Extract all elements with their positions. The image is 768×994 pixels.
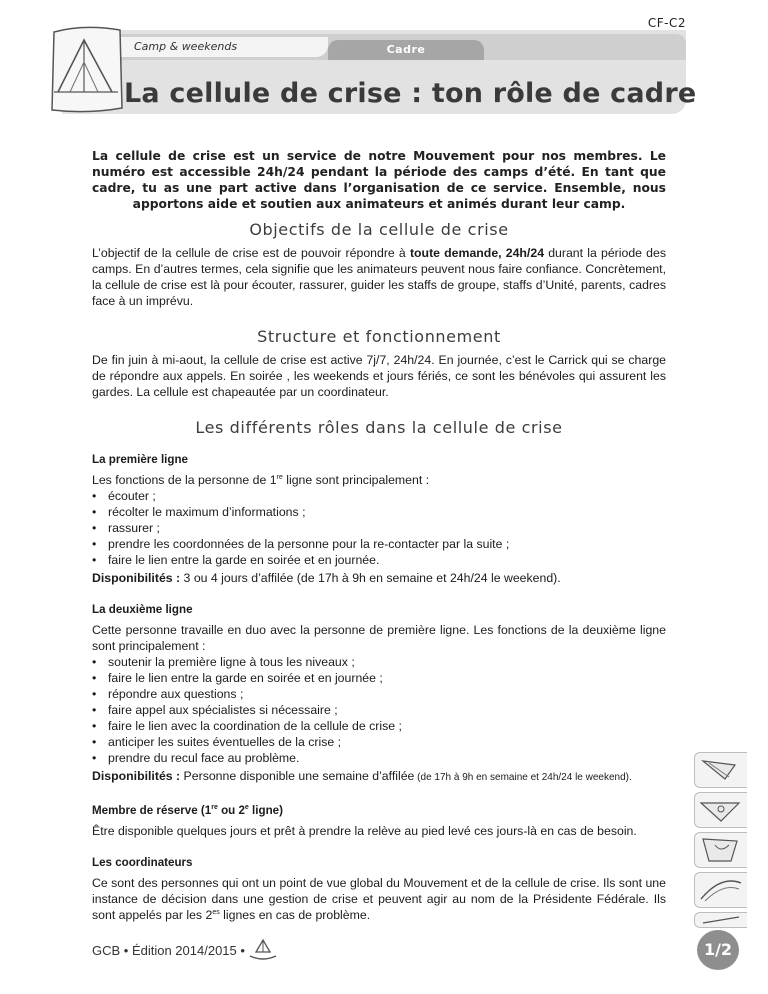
list-item: • prendre les coordonnées de la personne pour la re-contacter par la suite ; — [92, 536, 666, 552]
list-item: • soutenir la première ligne à tous les niveaux ; — [92, 654, 666, 670]
federation-logo-icon — [246, 934, 280, 962]
objectifs-text: L’objectif de la cellule de crise est de pouvoir répondre à toute demande, 24h/24 durant la période des camps. En d’autres termes, cela signifie que les animateurs peuvent nous faire confiance. Concrètement, la cellule de crise est là pour écouter, rassurer, guider les staffs de groupe, staffs d’Unité, parents, cadres face à un imprévu. — [92, 246, 666, 308]
category-tab — [108, 37, 328, 57]
heading-roles: Les différents rôles dans la cellule de crise — [195, 418, 563, 437]
tent-logo-icon — [44, 22, 128, 118]
scarf-tab-3-icon — [694, 832, 747, 868]
heading-objectifs: Objectifs de la cellule de crise — [249, 220, 509, 239]
role-reserve-title: Membre de réserve (1re ou 2e ligne) — [92, 804, 283, 817]
document-code: CF-C2 — [647, 16, 686, 30]
role-coordinateurs-text: Ce sont des personnes qui ont un point de vue global du Mouvement et de la cellule de crise. Ils sont une instance de décision dans une gestion de crise et peuvent agir au nom de la Présidente Fédérale. Ils sont appelés par les $2^{es}$ lignes en cas de problème. — [92, 876, 666, 922]
intro-paragraph: La cellule de crise est un service de notre Mouvement pour nos membres. Le numéro est accessible 24h/24 pendant la période des camps d’été. En tant que cadre, tu as une part active dans l’organisation de ce service. Ensemble, nous apportons aide et soutien aux animateurs et animés durant leur camp. — [92, 149, 666, 211]
page-number-badge: 1/2 — [697, 930, 739, 970]
heading-structure: Structure et fonctionnement — [257, 327, 501, 346]
list-item: • récolter le maximum d’informations ; — [92, 504, 666, 520]
list-item: • faire le lien entre la garde en soirée et en journée ; — [92, 670, 666, 686]
section-label: Cadre — [386, 43, 426, 56]
list-item: • faire le lien avec la coordination de la cellule de crise ; — [92, 718, 666, 734]
role-reserve-text: Être disponible quelques jours et prêt à prendre la relève au pied levé ces jours-là en cas de besoin. — [92, 824, 637, 838]
structure-text: De fin juin à mi-aout, la cellule de crise est active 7j/7, 24h/24. En journée, c’est le Carrick qui se charge de répondre aux appels. En soirée , les weekends et jours fériés, ce sont les bénévoles qui assurent les gardes. La cellule est chapeautée par un coordinateur. — [92, 353, 666, 399]
role-premiere-dispo: Disponibilités : 3 ou 4 jours d’affilée (de 17h à 9h en semaine et 24h/24 le weekend). — [92, 571, 561, 585]
role-deuxieme-dispo: Disponibilités : Personne disponible une semaine d’affilée (de 17h à 9h en semaine et 24h/24 le weekend). — [92, 769, 632, 783]
page-title: La cellule de crise : ton rôle de cadre — [124, 78, 697, 109]
scarf-tab-5-icon — [694, 912, 747, 928]
content — [92, 220, 666, 923]
footer-edition: GCB • Édition 2014/2015 • — [92, 943, 245, 958]
scarf-tab-2-icon — [694, 792, 747, 828]
role-coordinateurs-title: Les coordinateurs — [92, 856, 193, 869]
list-item: • faire le lien entre la garde en soirée et en journée. — [92, 552, 666, 568]
role-premiere-intro: Les fonctions de la personne de 1re ligne sont principalement : — [92, 473, 430, 487]
list-item: • anticiper les suites éventuelles de la crise ; — [92, 734, 666, 750]
role-deuxieme-intro: Cette personne travaille en duo avec la personne de première ligne. Les fonctions de la deuxième ligne sont principalement : — [92, 623, 666, 653]
section-tab — [328, 40, 484, 60]
scarf-tab-4-icon — [694, 872, 747, 908]
role-premiere-title: La première ligne — [92, 453, 189, 466]
list-item: • prendre du recul face au problème. — [92, 750, 666, 766]
scarf-tab-1-icon — [694, 752, 747, 788]
list-item: • écouter ; — [92, 488, 666, 504]
category-label: Camp & weekends — [134, 40, 238, 53]
role-deuxieme-title: La deuxième ligne — [92, 603, 193, 616]
list-item: • répondre aux questions ; — [92, 686, 666, 702]
list-item: • faire appel aux spécialistes si nécessaire ; — [92, 702, 666, 718]
role-deuxieme-list — [92, 654, 666, 766]
list-item: • rassurer ; — [92, 520, 666, 536]
role-premiere-list — [92, 488, 666, 568]
